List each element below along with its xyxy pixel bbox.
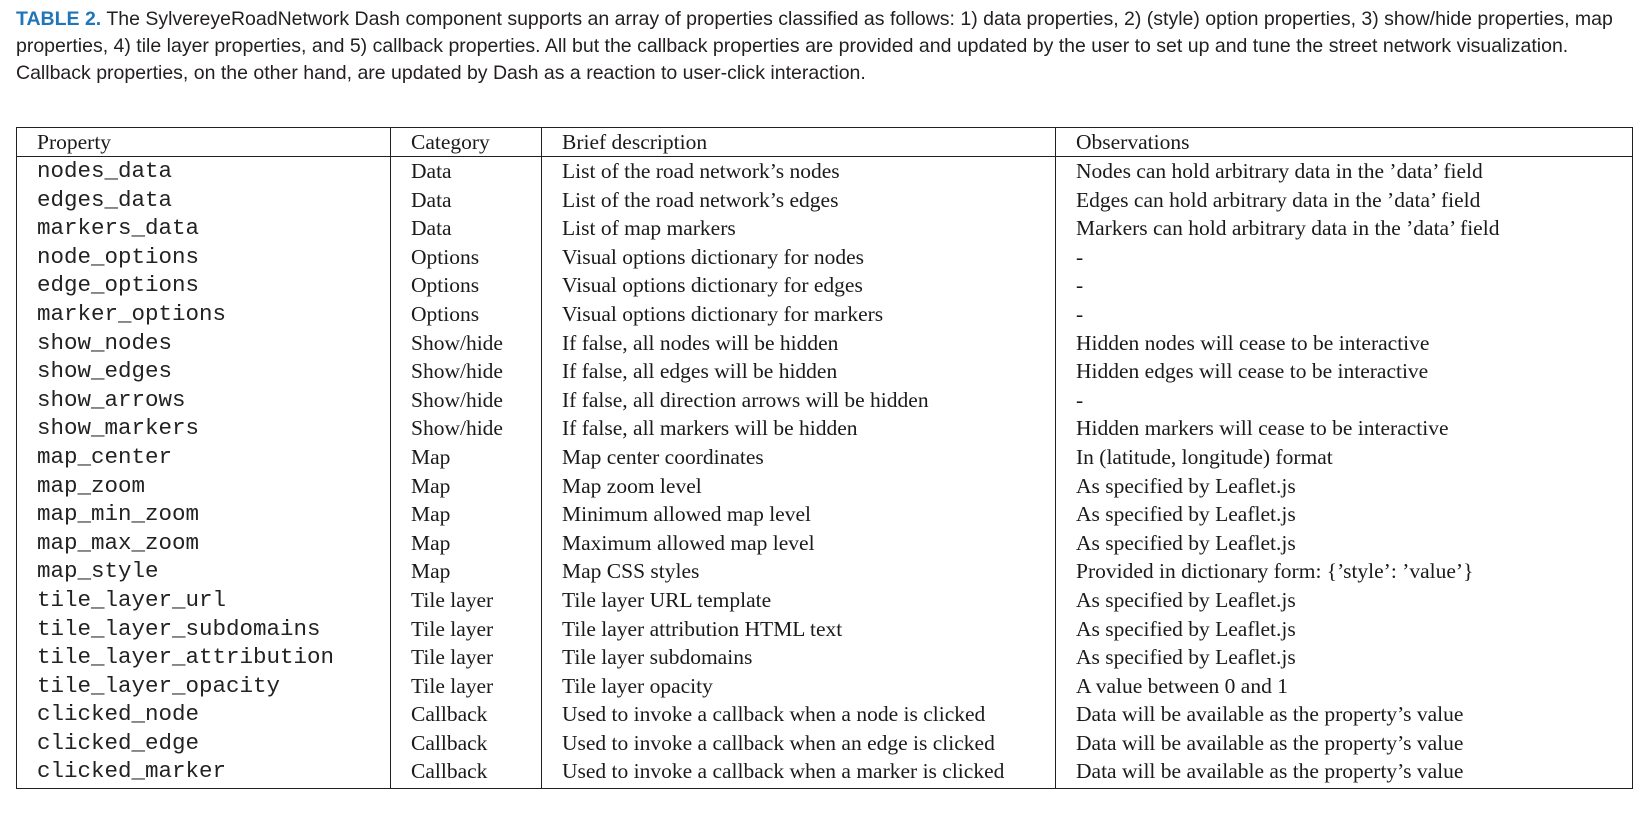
property-cell: clicked_node [37, 701, 200, 728]
description-cell: Map center coordinates [542, 443, 1056, 472]
category-cell: Callback [391, 729, 542, 758]
description-cell: Maximum allowed map level [542, 529, 1056, 558]
property-cell: clicked_edge [37, 729, 200, 756]
property-cell: show_nodes [37, 329, 173, 356]
category-cell: Tile layer [391, 586, 542, 615]
category-cell: Tile layer [391, 615, 542, 644]
table-row [17, 500, 1633, 529]
category-cell: Show/hide [391, 386, 542, 415]
description-cell: List of the road network’s nodes [542, 157, 1056, 186]
observations-cell: Data will be available as the property’s value [1056, 729, 1633, 758]
table-row [17, 586, 1633, 615]
header-brief-description: Brief description [542, 128, 1056, 157]
observations-cell: As specified by Leaflet.js [1056, 586, 1633, 615]
property-cell: tile_layer_attribution [37, 644, 335, 671]
table-row [17, 757, 1633, 788]
property-cell: tile_layer_url [37, 586, 227, 613]
description-cell: If false, all edges will be hidden [542, 357, 1056, 386]
table-body [17, 157, 1633, 789]
header-observations: Observations [1056, 128, 1633, 157]
description-cell: Map CSS styles [542, 557, 1056, 586]
property-cell: tile_layer_subdomains [37, 615, 321, 642]
category-cell: Callback [391, 757, 542, 788]
property-cell: marker_options [37, 300, 227, 327]
header-row [17, 128, 1633, 157]
property-cell: markers_data [37, 215, 200, 242]
property-cell: map_min_zoom [37, 501, 200, 528]
property-cell: edge_options [37, 272, 200, 299]
category-cell: Map [391, 443, 542, 472]
table-row [17, 386, 1633, 415]
table-row [17, 243, 1633, 272]
observations-cell: As specified by Leaflet.js [1056, 529, 1633, 558]
description-cell: Used to invoke a callback when a marker is clicked [542, 757, 1056, 788]
category-cell: Data [391, 186, 542, 215]
table-row [17, 557, 1633, 586]
property-cell: edges_data [37, 186, 173, 213]
header-category: Category [391, 128, 542, 157]
table-row [17, 157, 1633, 186]
description-cell: List of map markers [542, 214, 1056, 243]
category-cell: Tile layer [391, 643, 542, 672]
table-row [17, 472, 1633, 501]
table-row [17, 672, 1633, 701]
table-caption [16, 6, 1626, 87]
description-cell: If false, all direction arrows will be hidden [542, 386, 1056, 415]
observations-cell: Hidden edges will cease to be interactive [1056, 357, 1633, 386]
category-cell: Callback [391, 700, 542, 729]
property-cell: show_arrows [37, 386, 186, 413]
table-row [17, 643, 1633, 672]
category-cell: Options [391, 300, 542, 329]
observations-cell: Markers can hold arbitrary data in the ’data’ field [1056, 214, 1633, 243]
observations-cell: - [1056, 271, 1633, 300]
table-row [17, 443, 1633, 472]
caption-text: The SylvereyeRoadNetwork Dash component supports an array of properties classified as follows: 1) data properties, 2) (style) option properties, 3) show/hide properties, map properties, 4) tile layer properties, and 5) callback properties. All but the callback properties are provided and updated by the user to set up and tune the street network visualization. Callback properties, on the other hand, are updated by Dash as a reaction to user-click interaction. [16, 8, 1613, 84]
observations-cell: - [1056, 300, 1633, 329]
description-cell: Tile layer opacity [542, 672, 1056, 701]
observations-cell: - [1056, 386, 1633, 415]
category-cell: Show/hide [391, 414, 542, 443]
table-row [17, 300, 1633, 329]
observations-cell: Nodes can hold arbitrary data in the ’data’ field [1056, 157, 1633, 186]
observations-cell: As specified by Leaflet.js [1056, 615, 1633, 644]
observations-cell: In (latitude, longitude) format [1056, 443, 1633, 472]
category-cell: Data [391, 157, 542, 186]
category-cell: Options [391, 271, 542, 300]
observations-cell: Hidden nodes will cease to be interactive [1056, 329, 1633, 358]
description-cell: Visual options dictionary for nodes [542, 243, 1056, 272]
property-cell: tile_layer_opacity [37, 672, 281, 699]
property-cell: map_max_zoom [37, 529, 200, 556]
property-cell: show_edges [37, 358, 173, 385]
category-cell: Data [391, 214, 542, 243]
description-cell: Tile layer URL template [542, 586, 1056, 615]
property-cell: node_options [37, 243, 200, 270]
property-cell: clicked_marker [37, 758, 227, 785]
category-cell: Map [391, 529, 542, 558]
description-cell: Visual options dictionary for markers [542, 300, 1056, 329]
description-cell: Visual options dictionary for edges [542, 271, 1056, 300]
property-cell: show_markers [37, 415, 200, 442]
description-cell: Minimum allowed map level [542, 500, 1056, 529]
observations-cell: Provided in dictionary form: {’style’: ’value’} [1056, 557, 1633, 586]
observations-cell: Data will be available as the property’s value [1056, 700, 1633, 729]
table-label: TABLE 2. [16, 8, 102, 30]
properties-table [16, 127, 1633, 789]
observations-cell: Hidden markers will cease to be interactive [1056, 414, 1633, 443]
category-cell: Options [391, 243, 542, 272]
observations-cell: Edges can hold arbitrary data in the ’data’ field [1056, 186, 1633, 215]
description-cell: If false, all nodes will be hidden [542, 329, 1056, 358]
observations-cell: - [1056, 243, 1633, 272]
description-cell: Tile layer subdomains [542, 643, 1056, 672]
table-row [17, 357, 1633, 386]
property-cell: map_zoom [37, 472, 146, 499]
table-row [17, 414, 1633, 443]
description-cell: Tile layer attribution HTML text [542, 615, 1056, 644]
description-cell: Used to invoke a callback when an edge is clicked [542, 729, 1056, 758]
table-row [17, 271, 1633, 300]
description-cell: Used to invoke a callback when a node is clicked [542, 700, 1056, 729]
table-row [17, 529, 1633, 558]
category-cell: Map [391, 500, 542, 529]
table-row [17, 214, 1633, 243]
observations-cell: As specified by Leaflet.js [1056, 472, 1633, 501]
observations-cell: As specified by Leaflet.js [1056, 500, 1633, 529]
table-row [17, 186, 1633, 215]
property-cell: map_center [37, 443, 173, 470]
observations-cell: Data will be available as the property’s value [1056, 757, 1633, 788]
observations-cell: As specified by Leaflet.js [1056, 643, 1633, 672]
header-property: Property [17, 128, 391, 157]
table-row [17, 700, 1633, 729]
description-cell: Map zoom level [542, 472, 1056, 501]
observations-cell: A value between 0 and 1 [1056, 672, 1633, 701]
table-row [17, 329, 1633, 358]
category-cell: Show/hide [391, 329, 542, 358]
category-cell: Map [391, 472, 542, 501]
property-cell: map_style [37, 558, 159, 585]
category-cell: Map [391, 557, 542, 586]
category-cell: Tile layer [391, 672, 542, 701]
property-cell: nodes_data [37, 158, 173, 184]
description-cell: List of the road network’s edges [542, 186, 1056, 215]
description-cell: If false, all markers will be hidden [542, 414, 1056, 443]
table-row [17, 615, 1633, 644]
category-cell: Show/hide [391, 357, 542, 386]
table-row [17, 729, 1633, 758]
